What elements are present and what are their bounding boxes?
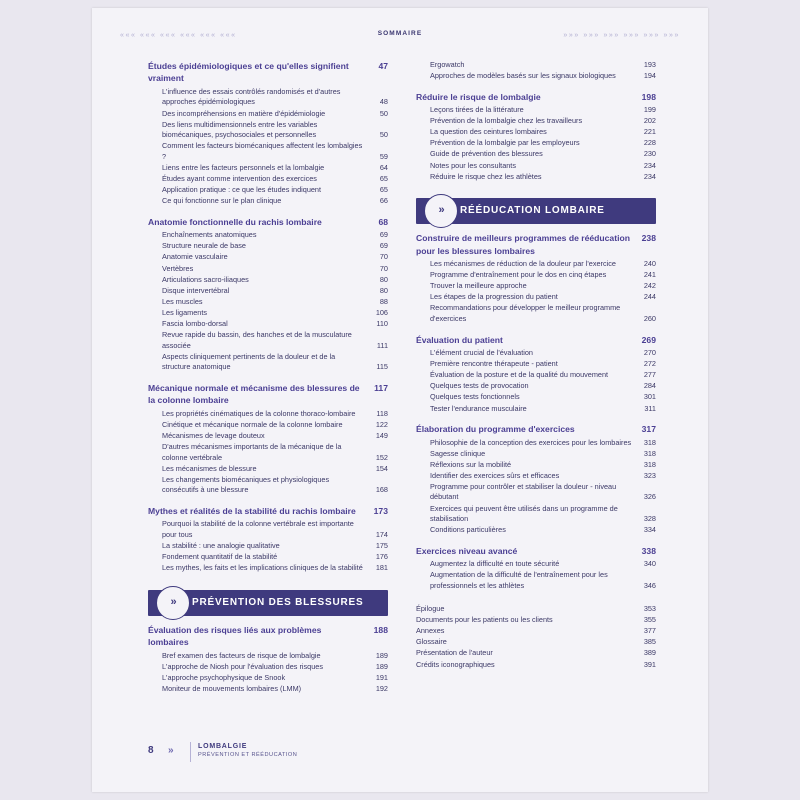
toc-entry-page: 66: [379, 196, 388, 206]
toc-entry-page: 318: [643, 459, 656, 469]
toc-entry-page: 154: [375, 463, 388, 473]
toc-column-right: [416, 60, 656, 671]
toc-entry-label: Réduire le risque chez les athlètes: [430, 171, 542, 181]
page-footer: [148, 742, 448, 766]
toc-section-page: 117: [374, 382, 388, 393]
toc-entry-page: 353: [643, 604, 656, 614]
toc-entry-label: Les mythes, les faits et les implications cliniques de la stabilité: [162, 563, 363, 573]
toc-entry[interactable]: [148, 120, 388, 141]
chevrons-right-icon: »: [168, 745, 173, 756]
toc-entry-label: Ergowatch: [430, 60, 465, 69]
toc-entry[interactable]: [148, 174, 388, 185]
toc-entry[interactable]: [416, 149, 656, 160]
toc-entry[interactable]: [148, 264, 388, 275]
toc-entry-page: 80: [379, 285, 388, 295]
footer-book-subtitle: PRÉVENTION ET RÉÉDUCATION: [198, 752, 298, 758]
toc-entry-page: 118: [376, 408, 388, 418]
toc-entry[interactable]: [148, 662, 388, 673]
toc-entry-label: Prévention de la lombalgie par les employeurs: [430, 138, 580, 148]
toc-entry[interactable]: [416, 648, 656, 659]
footer-book-title: LOMBALGIE: [198, 743, 248, 750]
toc-entry[interactable]: [148, 196, 388, 207]
toc-section-heading[interactable]: [148, 382, 388, 407]
toc-entry-label: Les mécanismes de réduction de la douleur par l'exercice: [430, 259, 616, 269]
toc-entry-page: 199: [643, 105, 656, 115]
toc-entry-label: Quelques tests fonctionnels: [430, 392, 520, 402]
toc-entry-page: 181: [375, 563, 388, 573]
toc-entry-label: Crédits iconographiques: [416, 659, 495, 669]
toc-section-title: Élaboration du programme d'exercices: [416, 424, 575, 435]
toc-entry-page: 64: [379, 162, 388, 172]
toc-section-page: 198: [641, 91, 656, 102]
toc-section-heading[interactable]: [416, 232, 656, 257]
toc-entry-label: Prévention de la lombalgie chez les travailleurs: [430, 116, 583, 126]
toc-entry-page: 230: [643, 149, 656, 159]
toc-entry[interactable]: [416, 504, 656, 525]
footer-page-number: 8: [148, 745, 154, 756]
toc-entry-page: 80: [379, 274, 388, 284]
toc-entry-page: 192: [375, 684, 388, 693]
toc-entry[interactable]: [148, 651, 388, 662]
page-header-title: SOMMAIRE: [377, 30, 423, 37]
toc-section-heading[interactable]: [148, 216, 388, 228]
toc-entry[interactable]: [416, 71, 656, 82]
toc-column-left: [148, 60, 388, 695]
toc-entry-label: L'influence des essais contrôlés randomisés et d'autres approches épidémiologiques: [162, 86, 341, 107]
toc-section-page: 317: [641, 424, 656, 435]
toc-entry[interactable]: [416, 270, 656, 281]
toc-entry-label: La stabilité : une analogie qualitative: [162, 541, 280, 551]
toc-entry[interactable]: [148, 297, 388, 308]
toc-entry-page: 50: [379, 130, 388, 140]
toc-entry-page: 176: [375, 552, 388, 562]
toc-entry-label: Enchaînements anatomiques: [162, 230, 257, 240]
toc-entry-label: Exercices qui peuvent être utilisés dans un programme de stabilisation: [430, 503, 618, 524]
toc-entry[interactable]: [148, 241, 388, 252]
toc-entry-label: Évaluation de la posture et de la qualité du mouvement: [430, 370, 609, 380]
toc-entry[interactable]: [416, 449, 656, 460]
toc-section-heading[interactable]: [148, 624, 388, 649]
toc-entry-label: Épilogue: [416, 604, 445, 614]
toc-entry-page: 115: [376, 362, 388, 372]
toc-entry-label: Cinétique et mécanique normale de la colonne lombaire: [162, 419, 343, 429]
banner-title: RÉÉDUCATION LOMBAIRE: [460, 205, 605, 217]
toc-entry-label: Aspects cliniquement pertinents de la douleur et de la structure anatomique: [162, 351, 336, 372]
toc-entry-page: 174: [375, 530, 388, 540]
toc-entry[interactable]: [416, 303, 656, 324]
toc-entry-page: 244: [643, 292, 656, 302]
toc-entry-page: 193: [643, 60, 656, 69]
toc-entry-label: Les changements biomécaniques et physiologiques consécutifs à une blessure: [162, 474, 330, 495]
toc-entry[interactable]: [148, 431, 388, 442]
toc-entry-page: 277: [643, 370, 656, 380]
toc-entry-label: D'autres mécanismes importants de la mécanique de la colonne vertébrale: [162, 442, 342, 462]
toc-entry[interactable]: [416, 60, 656, 71]
toc-entry-label: Anatomie vasculaire: [162, 252, 228, 262]
toc-entry-label: Programme pour contrôler et stabiliser la douleur - niveau débutant: [430, 481, 617, 502]
toc-entry-page: 328: [643, 514, 656, 524]
toc-entry[interactable]: [148, 352, 388, 373]
toc-entry-label: Glossaire: [416, 637, 447, 647]
toc-entry-page: 234: [643, 160, 656, 170]
header-decoration-right: »»» »»» »»» »»» »»» »»»: [563, 32, 680, 39]
toc-entry-page: 391: [643, 659, 656, 669]
toc-entry[interactable]: [148, 87, 388, 108]
toc-entry[interactable]: [416, 604, 656, 615]
toc-entry-page: 122: [375, 419, 388, 429]
toc-entry-page: 69: [379, 241, 388, 251]
header-decoration-left: ««« ««« ««« ««« ««« «««: [120, 32, 237, 39]
toc-entry[interactable]: [416, 138, 656, 149]
toc-entry-page: 272: [643, 359, 656, 369]
toc-entry-label: L'approche de Niosh pour l'évaluation des risques: [162, 661, 323, 671]
toc-entry-label: Trouver la meilleure approche: [430, 281, 527, 291]
toc-entry-label: Fascia lombo-dorsal: [162, 319, 228, 328]
toc-entry-label: Recommandations pour développer le meilleur programme d'exercices: [430, 303, 621, 324]
toc-section-title: Mythes et réalités de la stabilité du rachis lombaire: [148, 506, 356, 517]
toc-entry-page: 152: [375, 452, 388, 462]
toc-entry[interactable]: [148, 563, 388, 574]
toc-entry-page: 346: [643, 580, 656, 590]
toc-entry-label: Fondement quantitatif de la stabilité: [162, 552, 278, 562]
toc-entry-page: 70: [379, 263, 388, 273]
toc-entry-page: 301: [643, 392, 656, 402]
toc-entry[interactable]: [416, 292, 656, 303]
toc-entry-label: L'élément crucial de l'évaluation: [430, 348, 533, 358]
toc-entry[interactable]: [416, 525, 656, 536]
toc-entry-label: Mécanismes de levage douteux: [162, 430, 265, 440]
toc-entry-page: 111: [376, 340, 388, 350]
toc-entry[interactable]: [416, 105, 656, 116]
toc-entry[interactable]: [416, 637, 656, 648]
toc-entry[interactable]: [148, 308, 388, 319]
toc-entry-label: Pourquoi la stabilité de la colonne vertébrale est importante pour tous: [162, 519, 354, 540]
toc-entry-page: 241: [643, 270, 656, 280]
toc-section-heading[interactable]: [148, 60, 388, 85]
toc-entry-label: Première rencontre thérapeute - patient: [430, 359, 558, 369]
toc-entry-page: 175: [375, 541, 388, 551]
toc-entry[interactable]: [416, 161, 656, 172]
toc-entry[interactable]: [148, 541, 388, 552]
toc-entry-label: Revue rapide du bassin, des hanches et de la musculature associée: [162, 330, 352, 350]
toc-section-page: 238: [641, 233, 656, 244]
banner-title: PRÉVENTION DES BLESSURES: [192, 596, 364, 608]
toc-section-title: Évaluation des risques liés aux problèmes lombaires: [148, 624, 322, 648]
toc-entry-page: 318: [643, 448, 656, 458]
toc-entry-label: Les propriétés cinématiques de la colonne thoraco-lombaire: [162, 408, 356, 418]
toc-entry[interactable]: [416, 370, 656, 381]
toc-entry-label: Articulations sacro-iliaques: [162, 274, 249, 284]
toc-entry[interactable]: [416, 348, 656, 359]
toc-entry-page: 65: [379, 174, 388, 184]
toc-entry-label: Notes pour les consultants: [430, 160, 516, 170]
toc-section-page: 68: [378, 216, 388, 227]
toc-entry[interactable]: [148, 673, 388, 684]
toc-entry-label: Application pratique : ce que les études indiquent: [162, 185, 322, 195]
toc-entry-page: 389: [643, 648, 656, 658]
toc-entry-page: 323: [643, 470, 656, 480]
toc-entry[interactable]: [416, 172, 656, 183]
toc-section-title: Études épidémiologiques et ce qu'elles signifient vraiment: [148, 61, 349, 84]
toc-entry-label: Études ayant comme intervention des exercices: [162, 174, 317, 184]
toc-entry[interactable]: [148, 163, 388, 174]
toc-entry[interactable]: [148, 141, 388, 162]
toc-section-page: 173: [373, 506, 388, 517]
toc-entry-page: 270: [643, 348, 656, 358]
toc-entry-page: 260: [643, 314, 656, 324]
toc-entry-label: Tester l'endurance musculaire: [430, 403, 527, 413]
toc-entry-label: Identifier des exercices sûrs et efficaces: [430, 470, 560, 480]
toc-entry-label: Les mécanismes de blessure: [162, 463, 257, 473]
page-header: [120, 30, 680, 46]
toc-section-page: 47: [378, 61, 388, 71]
toc-entry[interactable]: [416, 482, 656, 503]
toc-entry[interactable]: [416, 359, 656, 370]
toc-entry-label: Comment les facteurs biomécaniques affectent les lombalgies ?: [162, 141, 363, 161]
toc-entry-page: 88: [379, 296, 388, 306]
toc-entry-label: L'approche psychophysique de Snook: [162, 672, 286, 682]
toc-entry[interactable]: [416, 559, 656, 570]
toc-entry[interactable]: [416, 116, 656, 127]
toc-entry-label: Moniteur de mouvements lombaires (LMM): [162, 684, 302, 693]
toc-entry-page: 228: [643, 138, 656, 148]
toc-entry-page: 194: [643, 71, 656, 81]
toc-entry[interactable]: [416, 460, 656, 471]
toc-entry-page: 69: [379, 230, 388, 240]
toc-section-title: Réduire le risque de lombalgie: [416, 91, 541, 102]
toc-entry[interactable]: [148, 442, 388, 463]
toc-entry[interactable]: [148, 109, 388, 120]
toc-entry-page: 334: [643, 525, 656, 535]
toc-section-page: 188: [373, 624, 388, 635]
toc-entry[interactable]: [416, 660, 656, 671]
toc-entry-label: Philosophie de la conception des exercices pour les lombaires: [430, 437, 632, 447]
toc-entry-page: 202: [643, 116, 656, 126]
toc-entry-page: 311: [644, 403, 656, 413]
toc-entry-page: 149: [375, 430, 388, 440]
toc-entry-label: Des liens multidimensionnels entre les variables biomécaniques, psychosociales et personnelles: [162, 119, 318, 140]
toc-entry[interactable]: [416, 281, 656, 292]
toc-entry-page: 50: [379, 108, 388, 118]
toc-entry[interactable]: [416, 381, 656, 392]
toc-entry-page: 221: [643, 127, 656, 137]
toc-entry[interactable]: [148, 286, 388, 297]
toc-entry-label: Augmentation de la difficulté de l'entraînement pour les professionnels et les athlètes: [430, 570, 608, 590]
toc-entry[interactable]: [416, 615, 656, 626]
toc-section-page: 338: [641, 545, 656, 556]
toc-section-page: 269: [641, 334, 656, 345]
toc-entry[interactable]: [148, 464, 388, 475]
toc-entry[interactable]: [416, 438, 656, 449]
toc-entry-label: Augmentez la difficulté en toute sécurité: [430, 559, 560, 569]
toc-entry[interactable]: [148, 409, 388, 420]
toc-entry-label: Leçons tirées de la littérature: [430, 105, 524, 115]
toc-entry-page: 106: [375, 307, 388, 317]
toc-entry-label: Ce qui fonctionne sur le plan clinique: [162, 196, 282, 206]
toc-entry-page: 340: [643, 559, 656, 569]
toc-entry-page: 189: [375, 650, 388, 660]
toc-entry-page: 65: [379, 185, 388, 195]
toc-entry[interactable]: [148, 230, 388, 241]
toc-entry[interactable]: [148, 185, 388, 196]
toc-entry-label: Programme d'entraînement pour le dos en cinq étapes: [430, 270, 607, 280]
toc-entry-label: Vertèbres: [162, 263, 194, 273]
toc-entry-page: 284: [643, 381, 656, 391]
toc-entry[interactable]: [148, 684, 388, 695]
toc-entry-page: 242: [643, 281, 656, 291]
toc-entry-page: 318: [643, 437, 656, 447]
toc-entry-label: Disque intervertébral: [162, 285, 230, 295]
toc-entry-label: Réflexions sur la mobilité: [430, 459, 512, 469]
toc-entry[interactable]: [416, 626, 656, 637]
toc-entry-page: 189: [375, 661, 388, 671]
part-banner-reeducation: [416, 198, 656, 224]
toc-entry-label: Les muscles: [162, 296, 203, 306]
toc-section-heading[interactable]: [416, 91, 656, 103]
toc-entry-page: 110: [376, 319, 388, 328]
toc-section-title: Exercices niveau avancé: [416, 545, 518, 556]
toc-entry-label: La question des ceintures lombaires: [430, 127, 547, 137]
toc-entry-page: 326: [643, 492, 656, 502]
footer-divider: [190, 742, 191, 762]
chevrons-right-icon: »: [424, 194, 458, 228]
toc-entry[interactable]: [148, 275, 388, 286]
toc-entry[interactable]: [416, 570, 656, 591]
toc-entry-label: Présentation de l'auteur: [416, 648, 493, 658]
toc-entry-label: Bref examen des facteurs de risque de lombalgie: [162, 650, 321, 660]
toc-entry-label: Conditions particulières: [430, 525, 506, 535]
toc-entry-label: Documents pour les patients ou les clients: [416, 615, 553, 625]
toc-entry[interactable]: [148, 319, 388, 330]
toc-entry[interactable]: [416, 404, 656, 415]
toc-entry[interactable]: [148, 552, 388, 563]
toc-entry-label: Des incompréhensions en matière d'épidémiologie: [162, 108, 326, 118]
toc-entry-page: 70: [379, 252, 388, 262]
toc-entry-page: 191: [375, 672, 388, 682]
toc-entry-label: Guide de prévention des blessures: [430, 149, 543, 159]
chevrons-right-icon: »: [156, 586, 190, 620]
toc-section-heading[interactable]: [416, 545, 656, 557]
toc-entry-label: Sagesse clinique: [430, 448, 486, 458]
toc-entry[interactable]: [416, 127, 656, 138]
toc-entry-page: 234: [643, 171, 656, 181]
toc-entry-label: Quelques tests de provocation: [430, 381, 529, 391]
toc-entry-page: 385: [643, 637, 656, 647]
toc-entry-label: Structure neurale de base: [162, 241, 246, 251]
document-page: [92, 8, 708, 792]
toc-entry[interactable]: [416, 471, 656, 482]
toc-entry-page: 168: [375, 485, 388, 495]
toc-section-title: Évaluation du patient: [416, 334, 503, 345]
toc-entry-label: Approches de modèles basés sur les signaux biologiques: [430, 71, 616, 81]
part-banner-prevention: [148, 590, 388, 616]
toc-entry-label: Annexes: [416, 626, 445, 636]
toc-entry[interactable]: [148, 330, 388, 351]
toc-entry-page: 377: [643, 626, 656, 636]
toc-entry[interactable]: [148, 475, 388, 496]
toc-section-title: Construire de meilleurs programmes de rééducation pour les blessures lombaires: [416, 233, 630, 256]
toc-entry[interactable]: [416, 392, 656, 403]
toc-section-title: Mécanique normale et mécanisme des blessures de la colonne lombaire: [148, 382, 360, 406]
toc-section-heading[interactable]: [148, 505, 388, 517]
toc-entry[interactable]: [148, 420, 388, 431]
toc-section-heading[interactable]: [416, 423, 656, 435]
toc-entry-label: Les étapes de la progression du patient: [430, 292, 558, 302]
toc-entry-page: 355: [643, 615, 656, 625]
toc-entry-page: 48: [379, 97, 388, 107]
toc-section-title: Anatomie fonctionnelle du rachis lombaire: [148, 216, 322, 227]
toc-entry-label: Liens entre les facteurs personnels et la lombalgie: [162, 162, 325, 172]
toc-entry[interactable]: [148, 252, 388, 263]
toc-entry[interactable]: [148, 519, 388, 540]
toc-section-heading[interactable]: [416, 334, 656, 346]
toc-entry-page: 59: [379, 151, 388, 161]
toc-entry[interactable]: [416, 259, 656, 270]
toc-entry-page: 240: [643, 259, 656, 269]
toc-entry-label: Les ligaments: [162, 307, 208, 317]
